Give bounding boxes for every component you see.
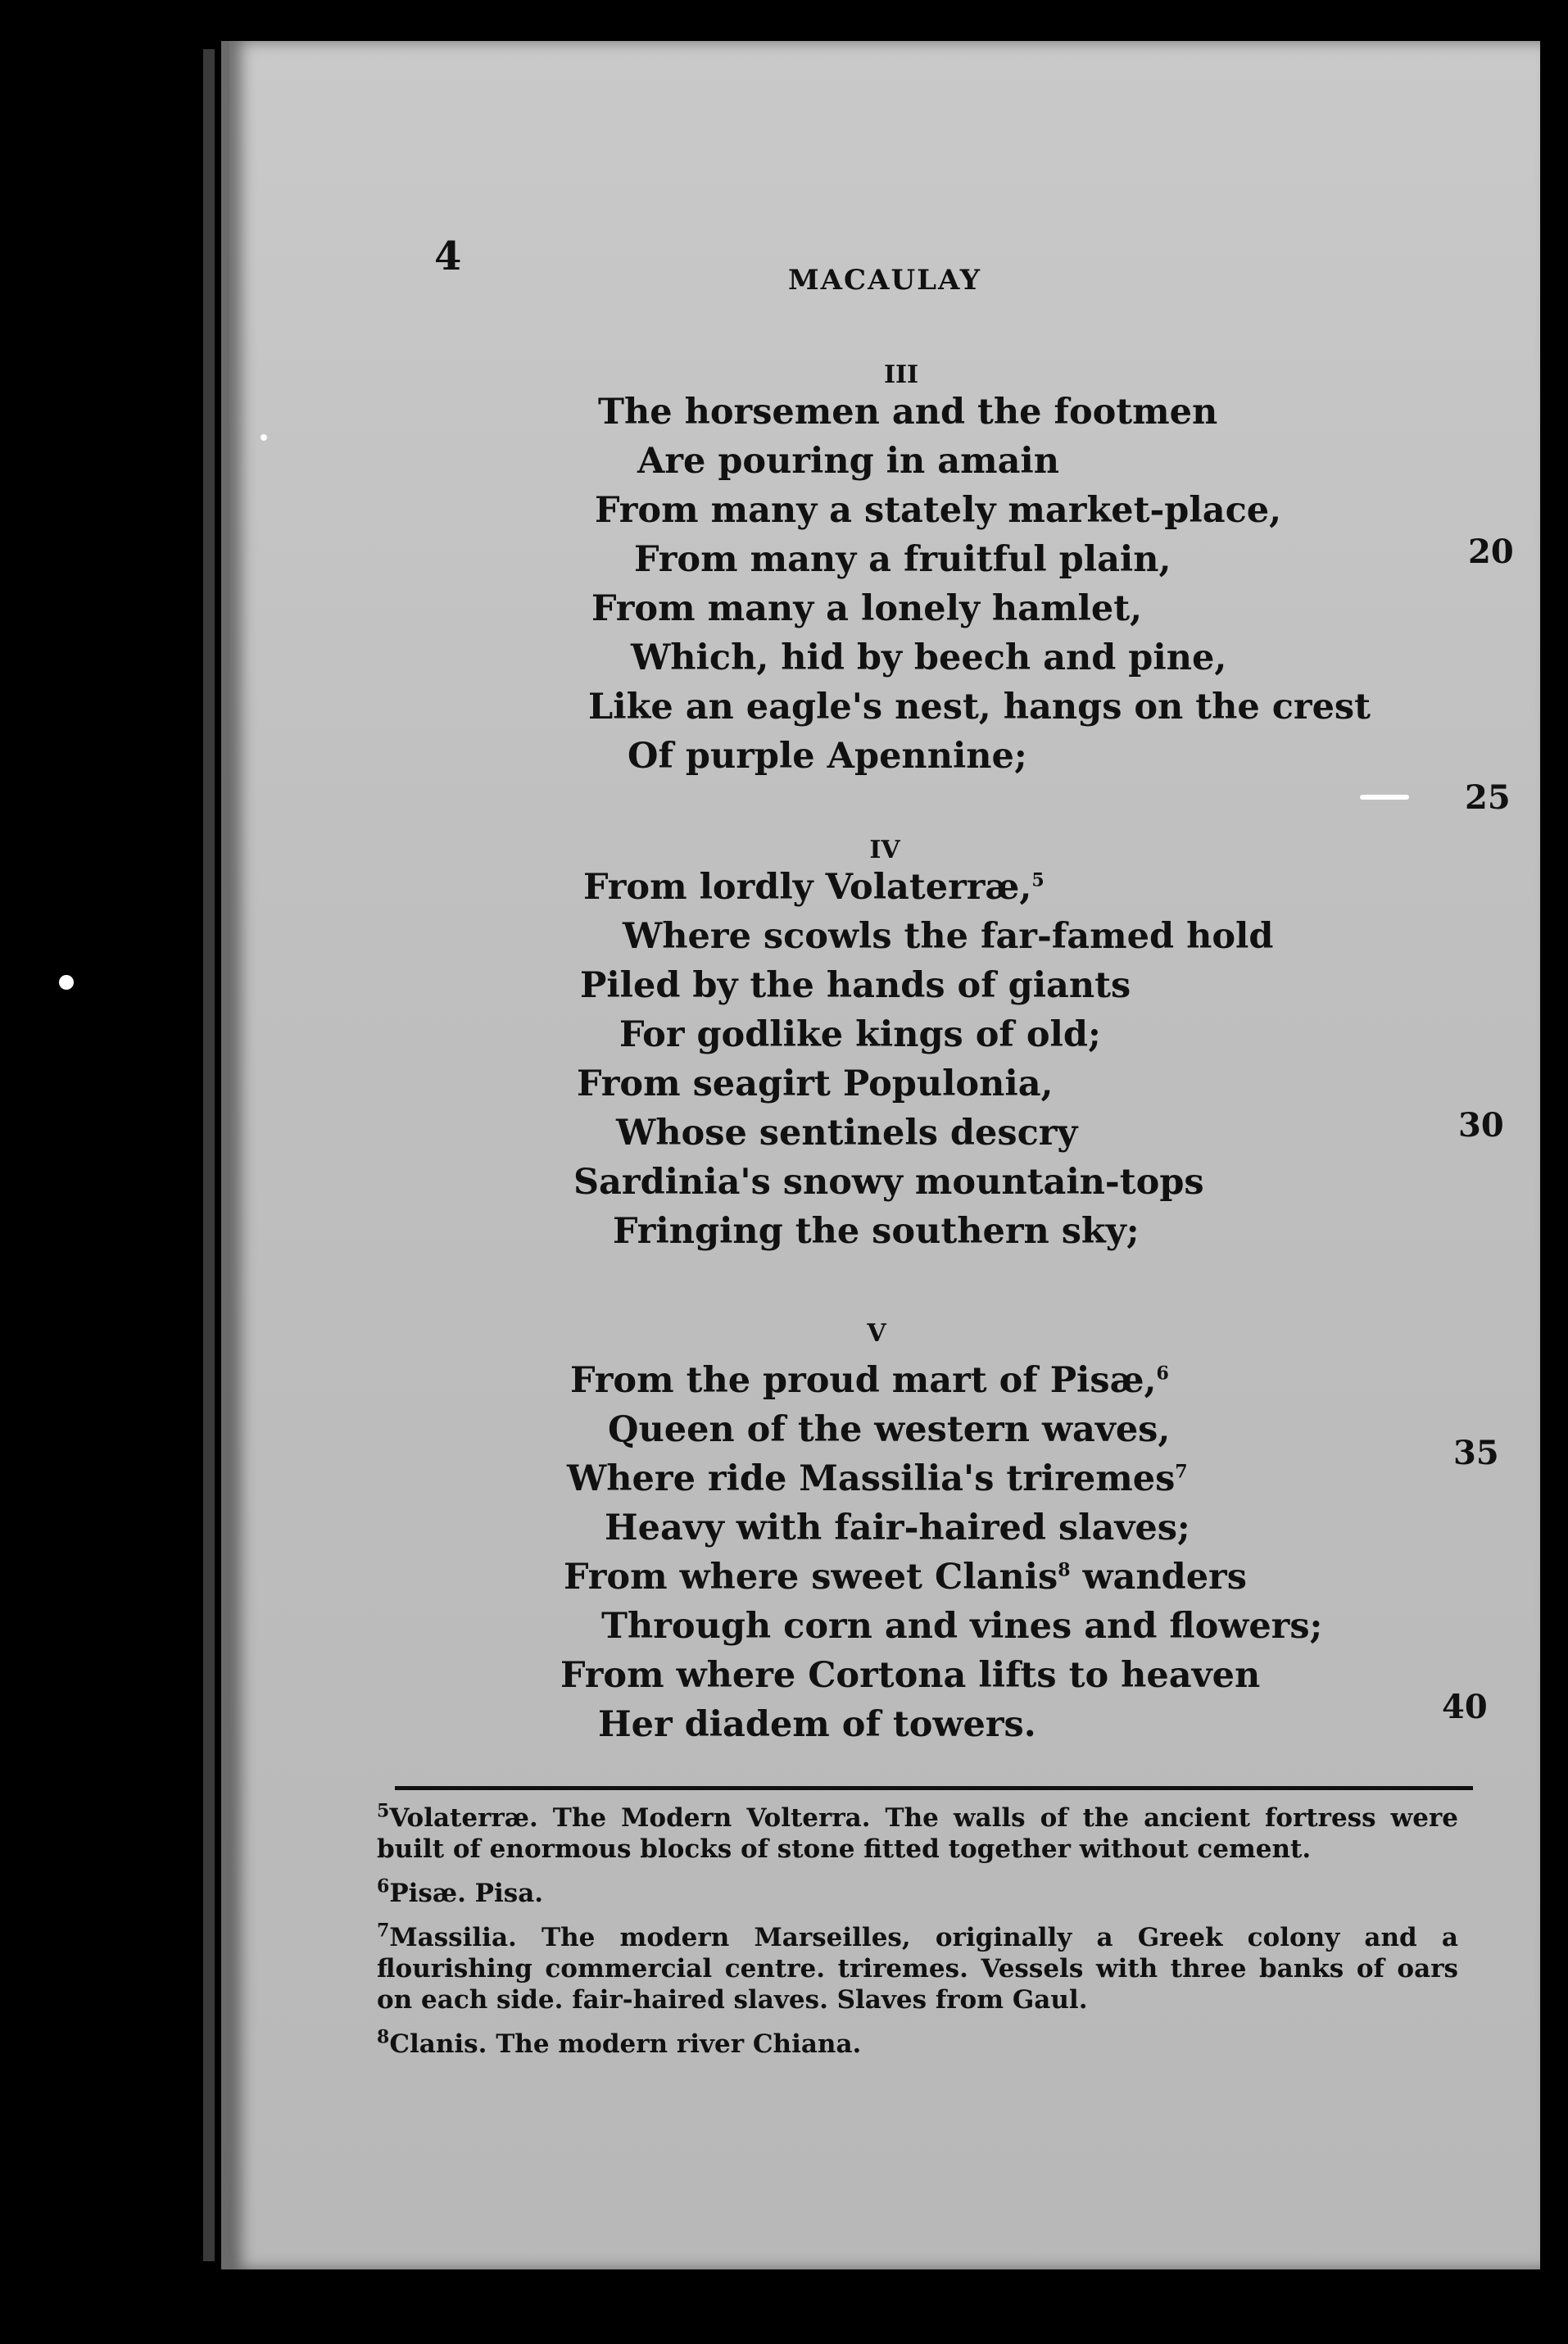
poem-line: Whose sentinels descry <box>616 1113 1078 1154</box>
book-page <box>221 41 1540 2269</box>
poem-line: Where scowls the far-famed hold <box>623 916 1274 957</box>
footnote: $^5$Volaterræ. The Modern Volterra. The walls of the ancient fortress were built of enormous blocks of stone fitted together without cement. <box>377 1800 1459 1864</box>
footnote-ref: 8 <box>1058 1559 1071 1581</box>
poem-line: Where ride Massilia's triremes$^7$ <box>567 1458 1188 1499</box>
poem-line: Of purple Apennine; <box>628 736 1027 777</box>
footnote: $^8$Clanis. The modern river Chiana. <box>377 2026 862 2059</box>
poem-line: Heavy with fair-haired slaves; <box>605 1508 1190 1548</box>
footnote-ref: 6 <box>1156 1362 1169 1385</box>
footnote: $^6$Pisæ. Pisa. <box>377 1875 544 1908</box>
poem-line: From where Cortona lifts to heaven <box>560 1655 1261 1696</box>
page-number: 4 <box>434 233 462 279</box>
poem-line: From many a fruitful plain, <box>634 539 1171 580</box>
poem-line: Which, hid by beech and pine, <box>631 637 1227 678</box>
poem-line: From the proud mart of Pisæ,$^6$ <box>570 1360 1169 1401</box>
line-number: 20 <box>1468 533 1514 571</box>
stanza-numeral-4: IV <box>869 836 900 864</box>
line-number: 25 <box>1465 778 1511 817</box>
scan-speck <box>1360 795 1409 800</box>
footnote-rule <box>395 1786 1473 1790</box>
line-number: 35 <box>1453 1434 1499 1472</box>
poem-line: From where sweet Clanis$^8$ wanders <box>564 1557 1247 1598</box>
poem-line: Through corn and vines and flowers; <box>601 1606 1323 1647</box>
poem-line: Queen of the western waves, <box>608 1409 1171 1450</box>
poem-line: From lordly Volaterræ,$^5$ <box>583 867 1045 908</box>
footnote: $^7$Massilia. The modern Marseilles, originally a Greek colony and a flourishing commercial centre. triremes. Vessels with three banks of oars on each side. fair-haired slaves. Slaves from Gaul. <box>377 1920 1458 2015</box>
poem-line: The horsemen and the footmen <box>598 392 1218 433</box>
footnote-ref: 5 <box>1031 869 1045 891</box>
poem-line: Her diadem of towers. <box>598 1704 1036 1745</box>
scan-speck <box>261 434 267 441</box>
poem-line: From many a stately market-place, <box>595 490 1282 531</box>
stanza-numeral-5: V <box>867 1319 886 1348</box>
footnotes <box>377 1802 1458 2073</box>
footnote-ref: 7 <box>1175 1461 1188 1483</box>
line-number: 30 <box>1458 1106 1504 1145</box>
poem-line: Piled by the hands of giants <box>580 965 1131 1006</box>
poem-line: From many a lonely hamlet, <box>591 588 1143 629</box>
poem-line: For godlike kings of old; <box>619 1014 1101 1055</box>
book-spine-edge <box>203 49 215 2261</box>
running-head: MACAULAY <box>788 264 981 297</box>
poem-line: Fringing the southern sky; <box>613 1211 1140 1252</box>
poem-line: Are pouring in amain <box>637 441 1060 482</box>
poem-line: Like an eagle's nest, hangs on the crest <box>588 687 1371 728</box>
poem-line: Sardinia's snowy mountain-tops <box>573 1162 1204 1203</box>
stanza-numeral-3: III <box>883 360 919 389</box>
scan-speck <box>59 975 74 990</box>
poem-line: From seagirt Populonia, <box>577 1063 1054 1104</box>
line-number: 40 <box>1442 1688 1488 1726</box>
